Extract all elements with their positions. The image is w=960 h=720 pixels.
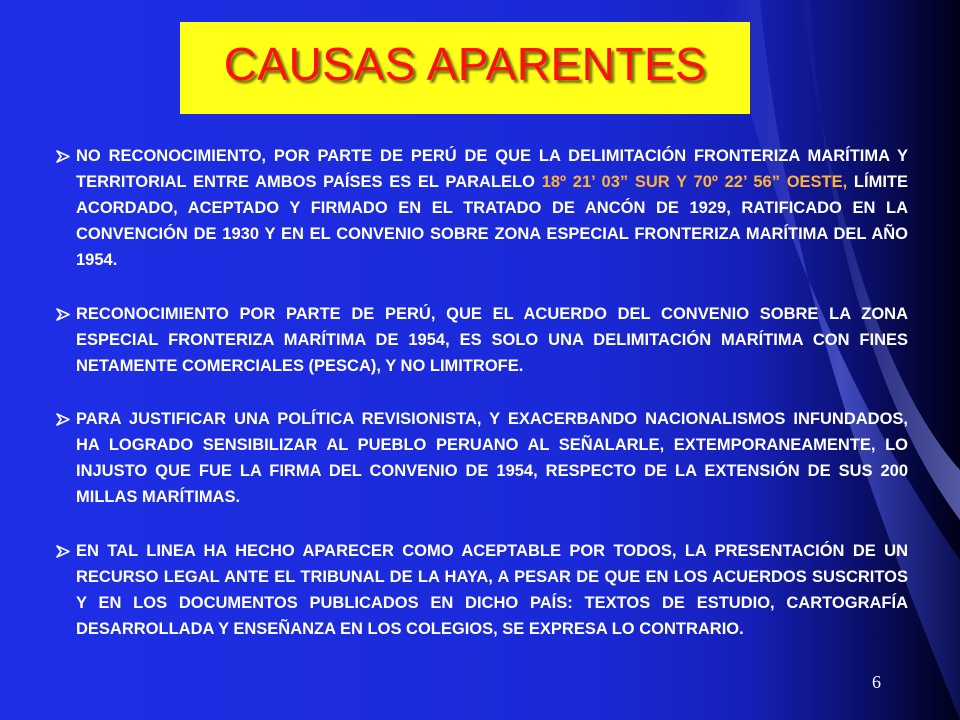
bullet-list <box>56 143 908 670</box>
coordinates-highlight: 18º 21’ 03” SUR Y 70º 22’ 56” OESTE, <box>541 173 848 191</box>
bullet-text: NO RECONOCIMIENTO, POR PARTE DE PERÚ DE QUE LA DELIMITACIÓN FRONTERIZA MARÍTIMA Y TERRITORIAL ENTRE AMBOS PAÍSES ES EL PARALELO <box>76 147 908 191</box>
title-box <box>180 22 750 114</box>
bullet-text: RECONOCIMIENTO POR PARTE DE PERÚ, QUE EL ACUERDO DEL CONVENIO SOBRE LA ZONA ESPECIAL FRONTERIZA MARÍTIMA DE 1954, ES SOLO UNA DELIMITACIÓN MARÍTIMA CON FINES NETAMENTE COMERCIALES (PESCA), Y NO LIMITROFE. <box>76 305 908 375</box>
slide-title: CAUSAS APARENTES <box>223 38 707 90</box>
bullet-item <box>56 538 908 642</box>
bullet-text: LÍMITE ACORDADO, ACEPTADO Y FIRMADO EN EL TRATADO DE ANCÓN DE 1929, RATIFICADO EN LA CONVENCIÓN DE 1930 Y EN EL CONVENIO SOBRE ZONA ESPECIAL FRONTERIZA MARÍTIMA DEL AÑO 1954. <box>76 173 908 269</box>
bullet-item <box>56 301 908 379</box>
arrow-bullet-icon <box>56 413 70 426</box>
arrow-bullet-icon <box>56 545 70 558</box>
bullet-text: EN TAL LINEA HA HECHO APARECER COMO ACEPTABLE POR TODOS, LA PRESENTACIÓN DE UN RECURSO LEGAL ANTE EL TRIBUNAL DE LA HAYA, A PESAR DE QUE EN LOS ACUERDOS SUSCRITOS Y EN LOS DOCUMENTOS PUBLICADOS EN DICHO PAÍS: TEXTOS DE ESTUDIO, CARTOGRAFÍA DESARROLLADA Y ENSEÑANZA EN LOS COLEGIOS, SE EXPRESA LO CONTRARIO. <box>76 542 908 638</box>
bullet-item <box>56 143 908 273</box>
page-number: 6 <box>872 672 881 692</box>
bullet-text: PARA JUSTIFICAR UNA POLÍTICA REVISIONISTA, Y EXACERBANDO NACIONALISMOS INFUNDADOS, HA LOGRADO SENSIBILIZAR AL PUEBLO PERUANO AL SEÑALARLE, EXTEMPORANEAMENTE, LO INJUSTO QUE FUE LA FIRMA DEL CONVENIO DE 1954, RESPECTO DE LA EXTENSIÓN DE SUS 200 MILLAS MARÍTIMAS. <box>76 410 908 506</box>
arrow-bullet-icon <box>56 150 70 163</box>
arrow-bullet-icon <box>56 308 70 321</box>
bullet-item <box>56 406 908 510</box>
